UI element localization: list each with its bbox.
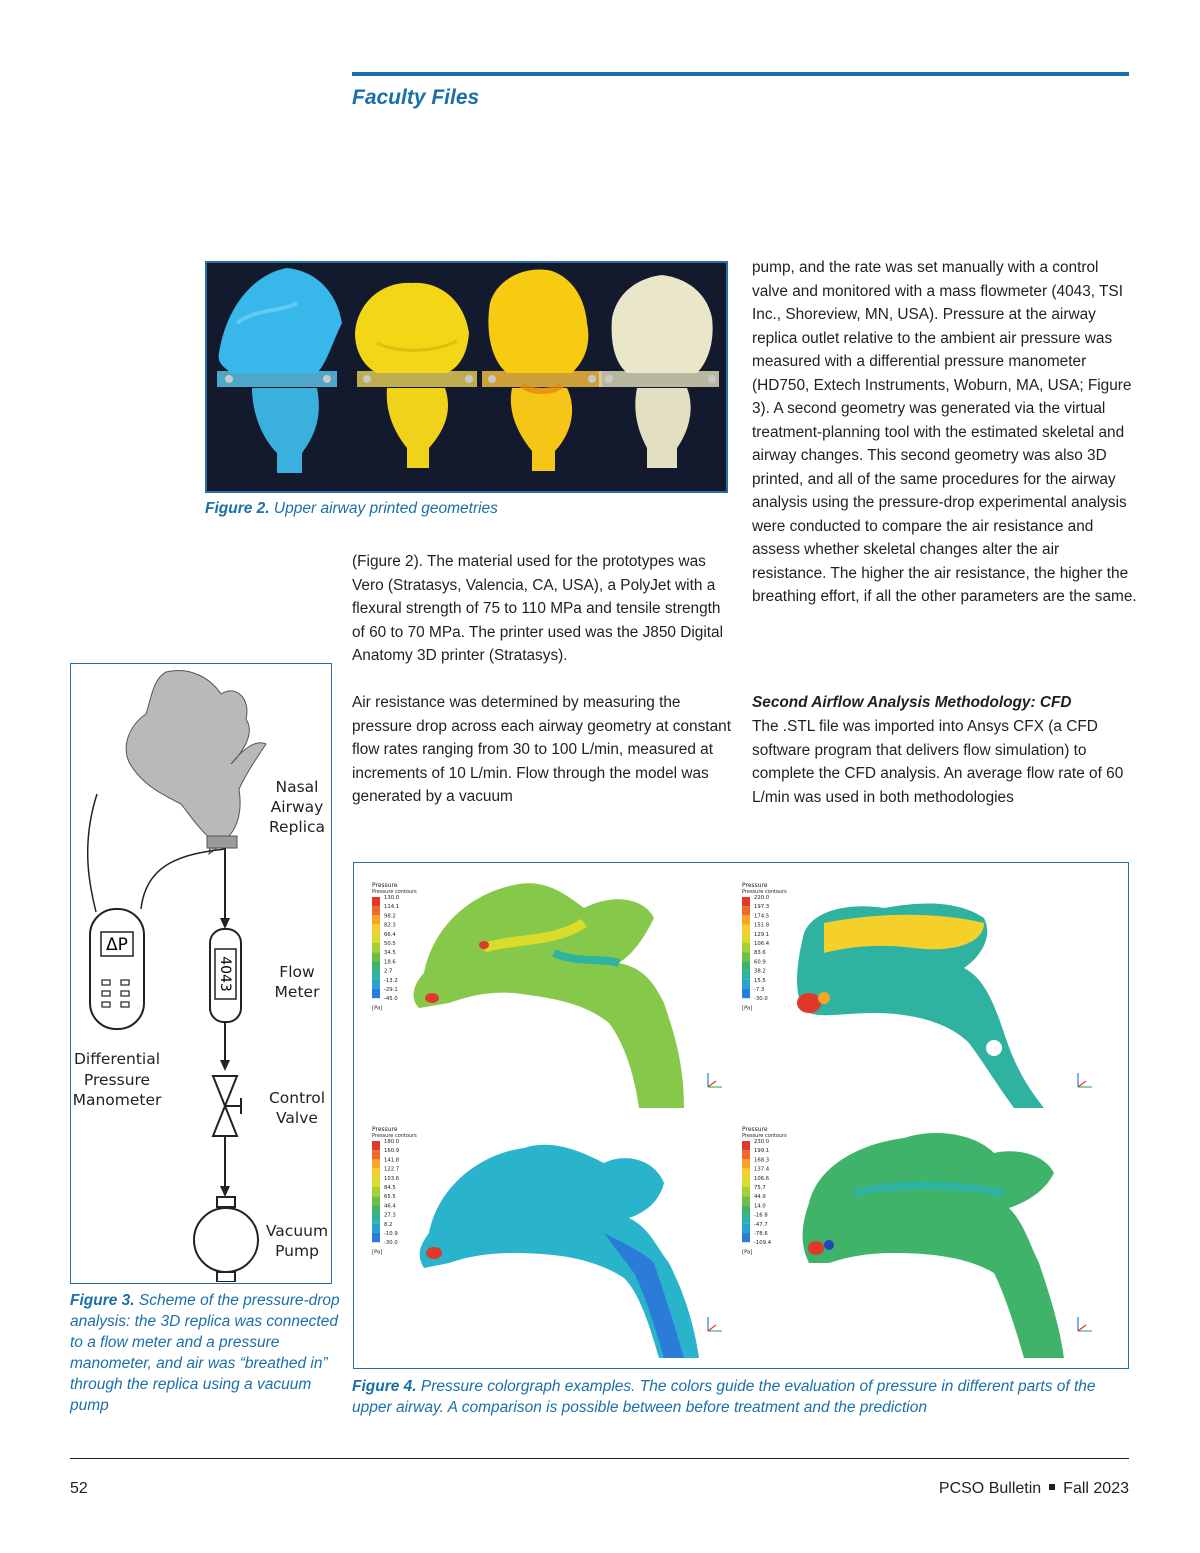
axis-triad-icon (708, 1317, 722, 1331)
legend-tick: 83.6 (754, 950, 766, 957)
legend-tick: 114.1 (384, 904, 400, 911)
label-flow-1: Flow (279, 963, 315, 981)
legend-swatch (372, 1187, 380, 1196)
legend-tick: 199.1 (754, 1148, 770, 1155)
legend-swatch (372, 934, 380, 943)
figure-4-caption-label: Figure 4. (352, 1378, 417, 1395)
figure-2-caption-text: Upper airway printed geometries (273, 500, 498, 517)
figure-2-caption (205, 500, 498, 518)
legend-tick: -78.6 (754, 1231, 768, 1237)
body-paragraph-materials: (Figure 2). The material used for the prototypes was Vero (Stratasys, Valencia, CA, USA), a PolyJet with a flexural strength of 75 to 110 MPa and tensile strength of 60 to 70 MPa. The printer used was the J850 Digital Anatomy 3D printer (Stratasys). (352, 553, 724, 664)
body-paragraph-air-resistance: Air resistance was determined by measuring the pressure drop across each airway geometry at constant flow rates ranging from 30 to 100 L/min, measured at increments of 10 L/min. Flow through the model was generated by a vacuum (352, 694, 731, 805)
legend-tick: 14.0 (754, 1203, 766, 1210)
legend-tick: 18.6 (384, 959, 396, 966)
body-paragraph-pump: pump, and the rate was set manually with a control valve and monitored with a mass flowmeter (4043, TSI Inc., Shoreview, MN, USA). Pressure at the airway replica outlet relative to the ambient air pressure was measured with a differential pressure manometer (HD750, Extech Instruments, Woburn, MA, USA; Figure 3). A second geometry was generated via the virtual treatment-planning tool with the estimated skeletal and airway changes. This second geometry was also 3D printed, and all of the same procedures for the airway analysis using the pressure-drop experimental analysis were conducted to compare the air resistance and assess whether skeletal changes alter the air resistance. The higher the air resistance, the higher the breathing effort, if all the other parameters are the same. (752, 259, 1137, 605)
legend-title: Pressure (372, 1126, 398, 1133)
plate-3 (482, 371, 602, 387)
legend-tick: -109.4 (754, 1240, 772, 1247)
body-paragraph-cfd: The .STL file was imported into Ansys CFX (a CFD software program that delivers flow simulation) to complete the CFD analysis. An average flow rate of 60 L/min was used in both methodologies (752, 718, 1124, 806)
legend-swatch (372, 915, 380, 924)
legend-tick: 44.9 (754, 1194, 766, 1201)
label-valve-1: Control (268, 1089, 326, 1107)
legend-swatch (742, 1224, 750, 1233)
legend-swatch (742, 980, 750, 989)
header-rule (352, 72, 1129, 76)
legend-tick: -13.2 (384, 977, 398, 984)
legend-swatch (372, 1150, 380, 1159)
legend-tick: 129.1 (754, 931, 770, 938)
nasal-replica-shape (126, 671, 266, 854)
figure-2-caption-label: Figure 2. (205, 500, 270, 517)
plate-1 (217, 371, 337, 387)
legend-tick: 103.6 (384, 1175, 400, 1182)
legend-swatch (742, 1178, 750, 1187)
legend-swatch (372, 980, 380, 989)
legend-tick: 75.7 (754, 1185, 766, 1191)
legend-unit: [Pa] (372, 1249, 383, 1256)
legend-swatch (742, 934, 750, 943)
legend-unit: [Pa] (742, 1005, 753, 1012)
legend-tick: -7.3 (754, 987, 765, 993)
legend-tick: -30.0 (384, 1240, 398, 1247)
cfd-panel-1-shape (414, 883, 684, 1108)
legend-tick: 137.4 (754, 1166, 770, 1173)
legend-swatch (742, 943, 750, 952)
footer-rule (70, 1458, 1129, 1459)
vacuum-pump-symbol (194, 1208, 258, 1272)
legend-swatch (372, 1178, 380, 1187)
footer-publication (939, 1480, 1129, 1498)
legend-swatch (372, 1215, 380, 1224)
legend-swatch (372, 1205, 380, 1214)
figure-3-diagram (70, 663, 332, 1284)
legend-tick: 160.9 (384, 1148, 400, 1155)
legend-subtitle: Pressure contours (372, 889, 417, 895)
legend-tick: 141.8 (384, 1157, 400, 1164)
legend-swatch (742, 1215, 750, 1224)
legend-tick: 27.3 (384, 1212, 396, 1219)
label-nasal-1: Nasal (275, 778, 319, 796)
delta-p-label: ΔP (106, 935, 128, 955)
publication-name: PCSO Bulletin (938, 1480, 1042, 1497)
label-valve-2: Valve (276, 1109, 318, 1127)
legend-tick: 8.2 (384, 1221, 393, 1228)
legend-swatch (742, 1159, 750, 1168)
legend-tick: 38.2 (754, 968, 766, 975)
axis-triad-icon (1078, 1317, 1092, 1331)
legend-tick: 65.5 (384, 1194, 396, 1201)
legend-swatch (742, 1187, 750, 1196)
plate-2 (357, 371, 477, 387)
figure-4-caption-text: Pressure colorgraph examples. The colors guide the evaluation of pressure in different parts of the upper airway. A comparison is possible between before treatment and the prediction (352, 1378, 1096, 1416)
legend-swatch (372, 1233, 380, 1242)
label-pump-1: Vacuum (265, 1222, 329, 1240)
separator-square (1049, 1484, 1055, 1490)
legend-tick: 180.0 (384, 1139, 400, 1145)
legend-tick: -16.8 (754, 1212, 768, 1219)
legend-tick: 174.5 (754, 913, 770, 920)
legend-title: Pressure (372, 882, 398, 889)
flow-meter-id: 4043 (217, 956, 233, 992)
legend-tick: -29.1 (384, 987, 398, 993)
figure-4-caption (352, 1376, 1132, 1418)
legend-swatch (742, 971, 750, 980)
legend-tick: 2.7 (384, 968, 393, 975)
figure-2-photo (205, 261, 728, 493)
legend-swatch (742, 915, 750, 924)
legend-swatch (372, 897, 380, 906)
legend-swatch (742, 925, 750, 934)
legend-tick: -45.0 (384, 996, 398, 1003)
legend-swatch (372, 925, 380, 934)
legend-swatch (372, 906, 380, 915)
legend-swatch (372, 989, 380, 998)
legend-swatch (742, 1196, 750, 1205)
legend-swatch (742, 1150, 750, 1159)
label-flow-2: Meter (274, 983, 320, 1001)
legend-tick: 106.6 (754, 1175, 770, 1182)
cfd-panel-3-shape (420, 1145, 699, 1358)
legend-tick: 15.5 (754, 977, 766, 984)
legend-tick: 130.0 (384, 895, 400, 901)
label-nasal-3: Replica (268, 818, 326, 836)
legend-swatch (372, 961, 380, 970)
legend-title: Pressure (742, 1126, 768, 1133)
legend-swatch (742, 989, 750, 998)
legend-tick: 220.0 (754, 895, 770, 901)
legend-swatch (742, 897, 750, 906)
legend-unit: [Pa] (372, 1005, 383, 1012)
legend-swatch (742, 952, 750, 961)
label-manometer-3: Manometer (72, 1091, 162, 1109)
legend-swatch (372, 971, 380, 980)
legend-tick: -10.9 (384, 1231, 398, 1237)
legend-unit: [Pa] (742, 1249, 753, 1256)
cfd-panel-4-shape (803, 1133, 1064, 1358)
axis-triad-icon (1078, 1073, 1092, 1087)
legend-tick: 230.0 (754, 1139, 770, 1145)
legend-title: Pressure (742, 882, 768, 889)
legend-tick: 98.2 (384, 913, 396, 920)
legend-swatch (372, 1159, 380, 1168)
legend-swatch (742, 1141, 750, 1150)
legend-swatch (742, 1205, 750, 1214)
figure-3-caption (70, 1290, 340, 1416)
cfd-subheading: Second Airflow Analysis Methodology: CFD (752, 694, 1072, 711)
legend-swatch (372, 1224, 380, 1233)
legend-tick: -47.7 (754, 1221, 768, 1228)
legend-tick: 122.7 (384, 1166, 400, 1173)
legend-tick: 34.5 (384, 950, 396, 957)
label-nasal-2: Airway (270, 798, 324, 816)
legend-tick: 106.4 (754, 941, 770, 947)
legend-tick: 46.4 (384, 1203, 396, 1210)
legend-swatch (372, 1141, 380, 1150)
legend-swatch (742, 961, 750, 970)
legend-tick: 66.4 (384, 931, 396, 938)
legend-tick: 168.3 (754, 1157, 770, 1164)
legend-swatch (742, 1233, 750, 1242)
legend-tick: 50.5 (384, 941, 396, 947)
label-manometer-1: Differential (73, 1050, 161, 1068)
legend-subtitle: Pressure contours (742, 1133, 787, 1139)
axis-triad-icon (708, 1073, 722, 1087)
plate-4 (599, 371, 719, 387)
legend-swatch (372, 943, 380, 952)
legend-swatch (742, 906, 750, 915)
legend-tick: 151.8 (754, 922, 770, 929)
page-number: 52 (70, 1480, 88, 1497)
label-manometer-2: Pressure (83, 1071, 151, 1089)
legend-subtitle: Pressure contours (742, 889, 787, 895)
legend-swatch (742, 1169, 750, 1178)
legend-tick: 60.9 (754, 959, 766, 966)
figure-4-colorgraphs (353, 862, 1129, 1369)
legend-tick: 84.5 (384, 1185, 396, 1191)
manometer-box (90, 909, 144, 1029)
cfd-panel-2-shape (797, 904, 1044, 1108)
figure-3-caption-text: Scheme of the pressure-drop analysis: the 3D replica was connected to a flow meter and a pressure manometer, and air was “breathed in” through the replica using a vacuum pump (70, 1292, 340, 1414)
legend-tick: -30.0 (754, 996, 768, 1003)
issue-date: Fall 2023 (1063, 1480, 1129, 1497)
legend-swatch (372, 952, 380, 961)
figure-3-caption-label: Figure 3. (70, 1292, 135, 1309)
legend-swatch (372, 1196, 380, 1205)
section-title: Faculty Files (352, 86, 480, 109)
legend-tick: 82.3 (384, 922, 396, 929)
legend-tick: 197.3 (754, 904, 770, 911)
legend-swatch (372, 1169, 380, 1178)
legend-subtitle: Pressure contours (372, 1133, 417, 1139)
control-valve-symbol (213, 1076, 241, 1136)
label-pump-2: Pump (275, 1242, 319, 1260)
